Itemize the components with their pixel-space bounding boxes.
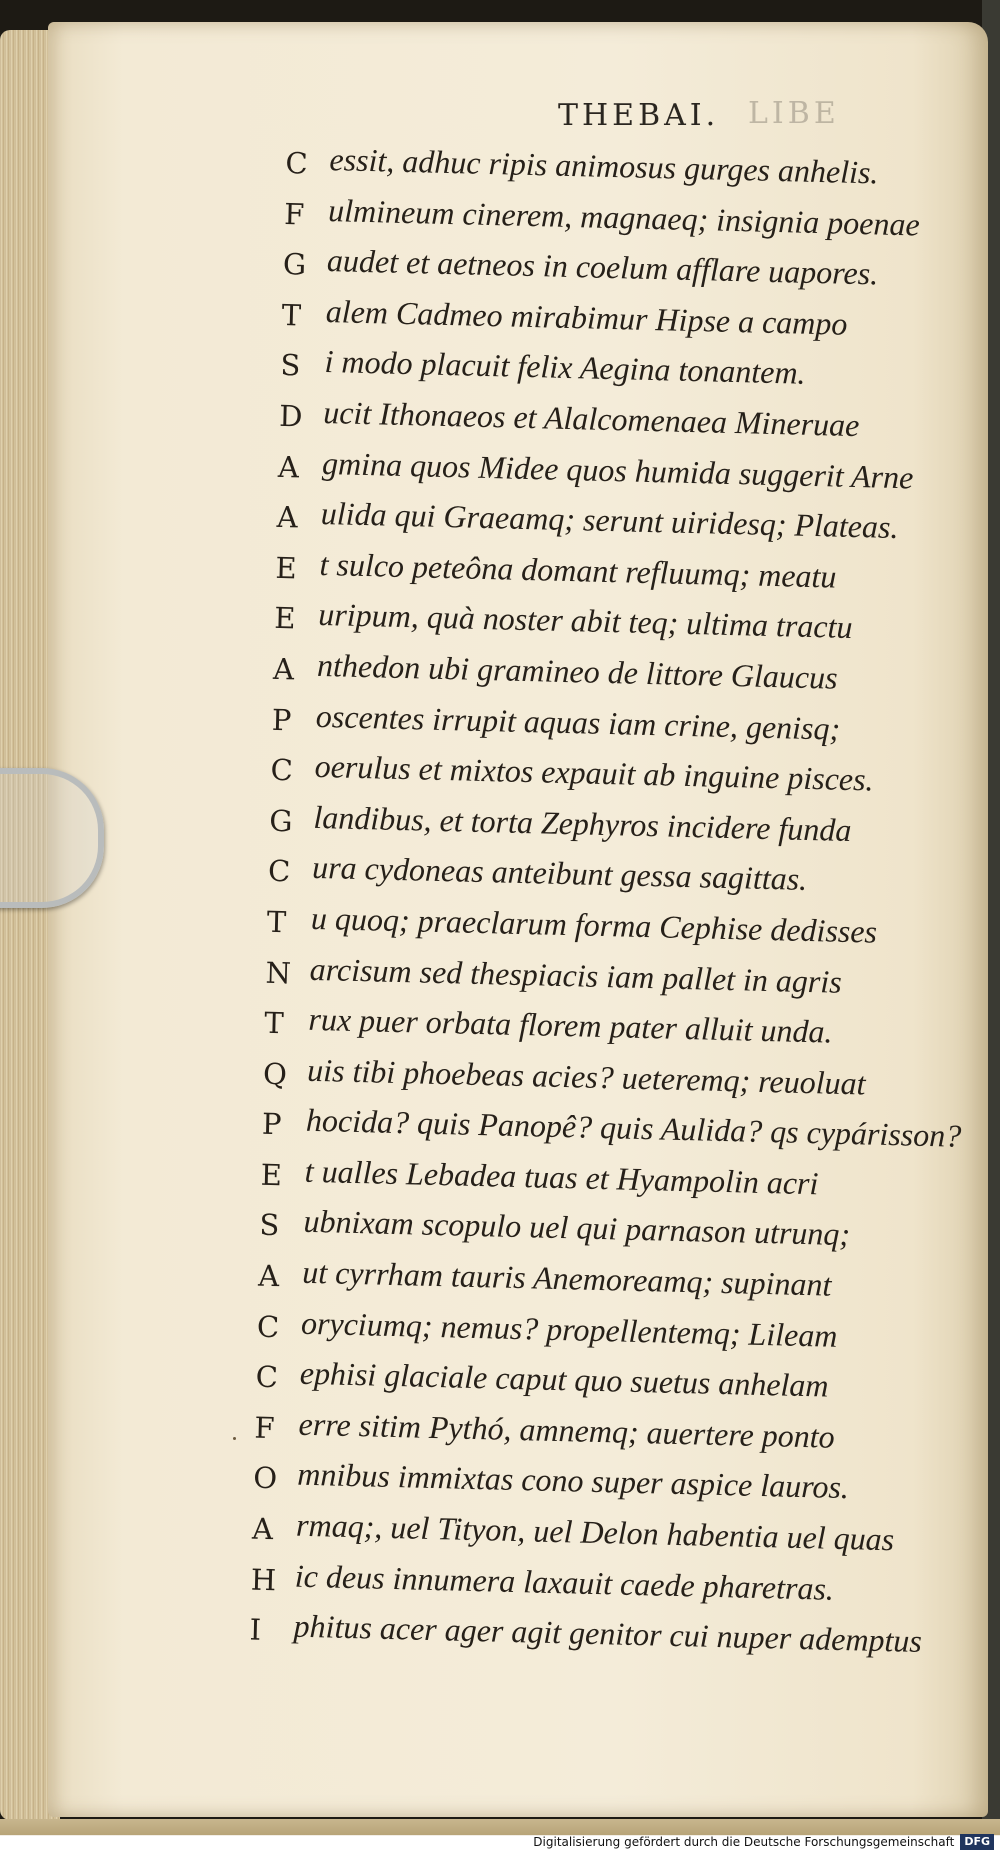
verse-line [281, 292, 848, 343]
verse-line [272, 646, 839, 697]
verse-initial: C [255, 1359, 279, 1395]
verse-initial: S [280, 348, 301, 383]
verse-line [256, 1303, 838, 1354]
verse-line [275, 545, 837, 596]
verse-line [265, 949, 843, 1000]
verse-line [250, 1556, 835, 1607]
verse-initial: P [271, 702, 292, 737]
verse-line [277, 443, 914, 495]
verse-initial: E [275, 550, 298, 586]
verse-text: phitus acer ager agit genitor cui nuper ademptus [293, 1607, 923, 1660]
bleed-through-title: LIBE [748, 96, 840, 131]
verse-initial: E [260, 1157, 283, 1193]
verse-line [255, 1354, 829, 1405]
verse-text: uripum, quà noster abit teq; ultima tractu [317, 596, 853, 646]
verse-text: rux puer orbata florem pater alluit unda. [308, 1000, 833, 1050]
verse-text: t sulco peteôna domant refluumq; meatu [319, 545, 837, 595]
verse-text: ucit Ithonaeos et Alalcomenaea Mineruae [322, 393, 860, 444]
running-title: THEBAI. [558, 98, 720, 133]
verse-line [249, 1607, 923, 1660]
verse-text: nthedon ubi gramineo de littore Glaucus [316, 646, 839, 696]
verse-text: ut cyrrham tauris Anemoreamq; supinant [301, 1253, 832, 1303]
verse-block [249, 140, 962, 1660]
verse-line [251, 1506, 895, 1558]
verse-text: erre sitim Pythó, amnemq; auertere ponto [298, 1405, 836, 1455]
verse-line [280, 342, 807, 393]
verse-text: ulida qui Graeamq; serunt uiridesq; Plateas. [320, 495, 899, 546]
verse-text: mnibus immixtas cono super aspice lauros. [296, 1456, 850, 1506]
verse-initial: P [261, 1106, 282, 1142]
verse-initial: C [270, 752, 294, 788]
verse-text: uis tibi phoebeas acies? ueteremq; reuoluat [306, 1051, 866, 1102]
verse-line [267, 848, 808, 899]
verse-text: landibus, et torta Zephyros incidere funda [313, 798, 852, 848]
verse-line [266, 899, 878, 950]
verse-line [264, 1000, 833, 1051]
verse-line [278, 393, 860, 444]
ink-speck [233, 1437, 236, 1440]
verse-initial: C [285, 145, 309, 181]
digitization-credit [533, 1831, 994, 1853]
verse-initial: A [277, 449, 300, 484]
verse-initial: A [276, 500, 299, 535]
verse-initial: I [249, 1612, 262, 1648]
verse-initial: C [267, 854, 291, 889]
verse-initial: O [252, 1461, 278, 1496]
verse-initial: H [250, 1562, 277, 1597]
verse-initial: T [281, 297, 302, 333]
verse-initial: A [257, 1258, 280, 1294]
verse-initial: Q [262, 1056, 288, 1091]
verse-text: arcisum sed thespiacis iam pallet in agris [309, 950, 843, 1000]
credit-text: Digitalisierung gefördert durch die Deutsche Forschungsgemeinschaft [533, 1835, 955, 1849]
verse-initial: C [256, 1309, 280, 1344]
verse-initial: G [268, 803, 293, 839]
verse-line [252, 1455, 850, 1506]
verse-text: i modo placuit felix Aegina tonantem. [324, 343, 807, 392]
verse-text: ura cydoneas anteibunt gessa sagittas. [311, 849, 808, 898]
verse-text: alem Cadmeo mirabimur Hipse a campo [325, 292, 848, 342]
verse-initial: A [251, 1511, 274, 1547]
verse-initial: G [282, 247, 307, 282]
page-clip [0, 768, 104, 908]
verse-line [268, 798, 852, 849]
verse-initial: T [264, 1005, 285, 1041]
verse-initial: E [273, 601, 296, 636]
verse-line [276, 494, 899, 546]
verse-text: ubnixam scopulo uel qui parnason utrunq; [303, 1203, 851, 1253]
verse-initial: A [272, 651, 295, 687]
verse-text: oerulus et mixtos expauit ab inguine pisces. [314, 748, 875, 798]
verse-initial: S [259, 1208, 280, 1243]
verse-text: u quoq; praeclarum forma Cephise dedisses [310, 899, 878, 950]
verse-line [282, 241, 879, 292]
verse-text: gmina quos Midee quos humida suggerit Arne [321, 444, 914, 495]
verse-text: essit, adhuc ripis animosus gurges anhelis. [329, 141, 879, 191]
book-page [48, 22, 988, 1817]
verse-text: audet et aetneos in coelum afflare uapores. [326, 242, 879, 292]
verse-initial: N [265, 955, 292, 990]
verse-text: ephisi glaciale caput quo suetus anhelam [299, 1354, 829, 1404]
dfg-logo: DFG [960, 1834, 994, 1850]
verse-line [259, 1202, 851, 1253]
verse-text: ic deus innumera laxauit caede pharetras. [294, 1557, 835, 1607]
verse-line [260, 1152, 819, 1203]
verse-line [271, 696, 841, 747]
verse-line [285, 140, 879, 191]
verse-text: hocida? quis Panopê? quis Aulida? qs cypárisson? [305, 1102, 962, 1155]
verse-initial: F [283, 196, 305, 232]
verse-line [273, 595, 853, 646]
verse-line [254, 1404, 836, 1455]
verse-initial: F [254, 1410, 276, 1445]
verse-initial: D [278, 398, 303, 434]
verse-text: oryciumq; nemus? propellentemq; Lileam [300, 1304, 838, 1354]
verse-line [262, 1050, 866, 1102]
verse-initial: T [266, 904, 287, 940]
verse-line [257, 1253, 832, 1304]
verse-line [261, 1101, 962, 1155]
verse-line [283, 191, 921, 243]
verse-text: rmaq;, uel Tityon, uel Delon habentia uel quas [295, 1506, 895, 1558]
verse-line [270, 747, 875, 798]
verse-text: ulmineum cinerem, magnaeq; insignia poenae [327, 191, 921, 243]
verse-text: t ualles Lebadea tuas et Hyampolin acri [304, 1152, 819, 1202]
verse-text: oscentes irrupit aquas iam crine, genisq; [315, 697, 841, 747]
